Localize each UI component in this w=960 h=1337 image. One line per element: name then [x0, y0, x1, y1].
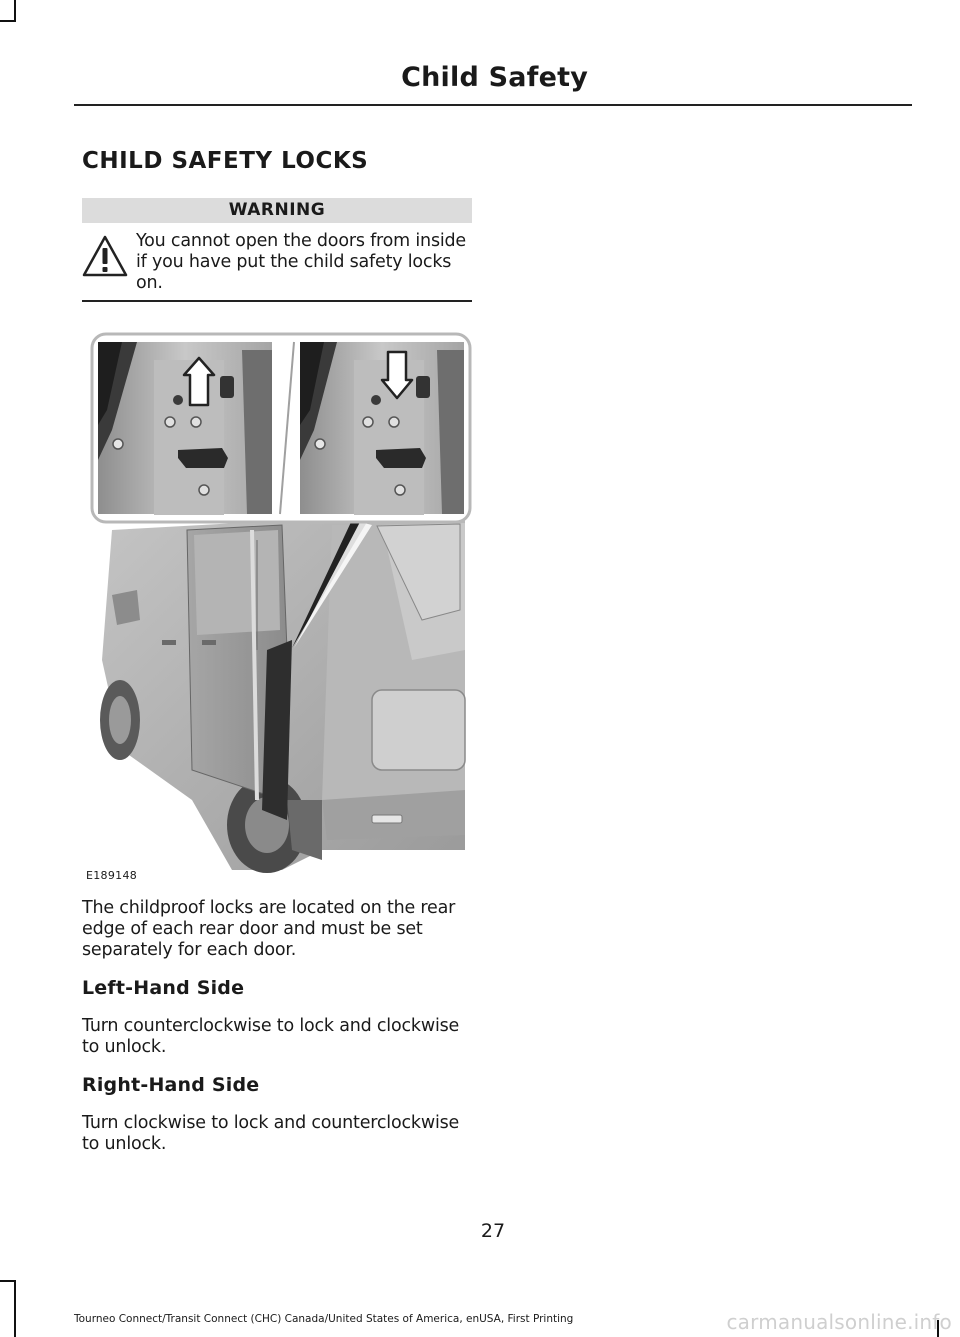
crop-mark [0, 20, 16, 22]
page-number: 27 [480, 1220, 506, 1242]
left-hand-side-heading: Left-Hand Side [82, 977, 245, 999]
warning-label: WARNING [82, 198, 472, 223]
header-rule [74, 104, 912, 106]
warning-rule [82, 300, 472, 302]
intro-paragraph: The childproof locks are located on the rear edge of each rear door and must be set separately for each door. [82, 898, 456, 960]
page-header-title: Child Safety [401, 62, 588, 93]
warning-text: You cannot open the doors from inside if you have put the child safety locks on. [136, 231, 466, 293]
page-footer: Tourneo Connect/Transit Connect (CHC) Canada/United States of America, enUSA, First Printing [74, 1313, 574, 1325]
crop-mark [14, 1280, 16, 1337]
watermark: carmanualsonline.info [726, 1310, 952, 1334]
left-hand-side-text: Turn counterclockwise to lock and clockwise to unlock. [82, 1016, 460, 1057]
figure-code: E189148 [86, 869, 138, 882]
right-hand-side-text: Turn clockwise to lock and counterclockwise to unlock. [82, 1113, 460, 1154]
child-lock-illustration [82, 330, 472, 880]
crop-mark [0, 1280, 16, 1282]
right-hand-side-heading: Right-Hand Side [82, 1074, 260, 1096]
section-title: CHILD SAFETY LOCKS [82, 148, 369, 174]
warning-triangle-icon [82, 234, 128, 278]
crop-mark [14, 0, 16, 20]
